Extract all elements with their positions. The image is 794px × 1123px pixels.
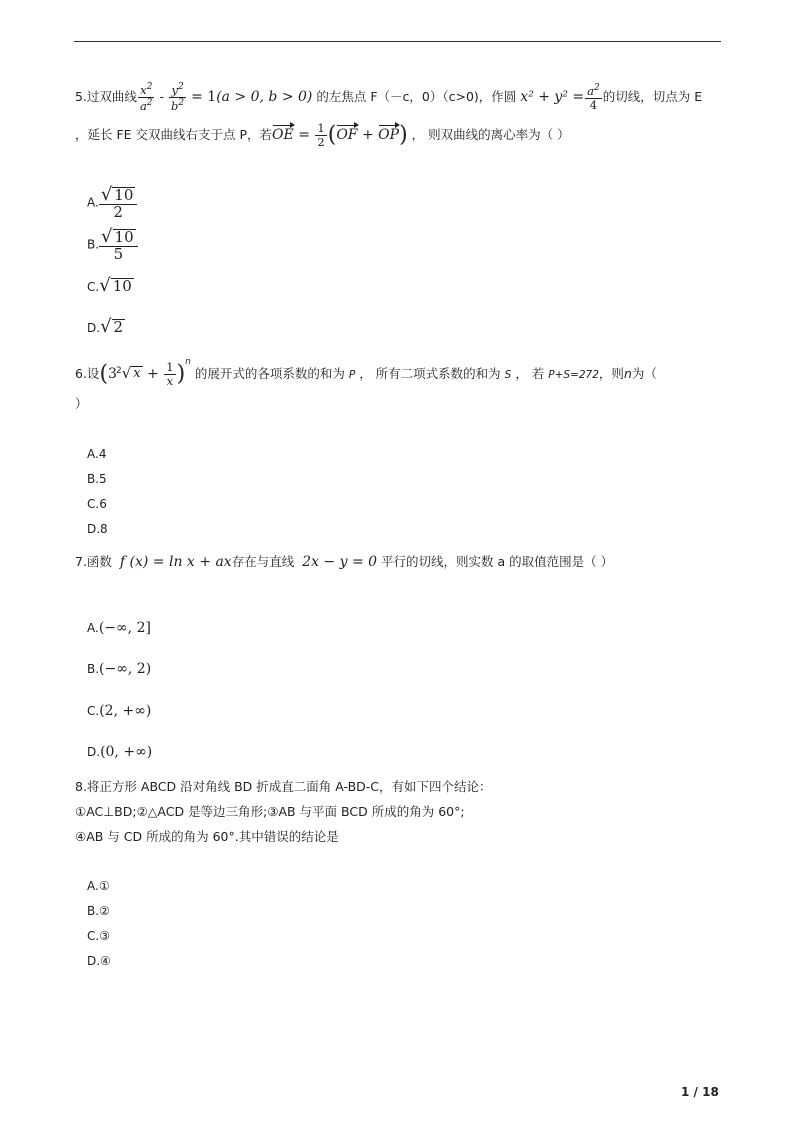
q6-text-c: ， 所有二项式系数的和为 [359, 366, 501, 381]
q5-line-1: 5.过双曲线 $\frac{x^2}{a^2}$ - $\frac{y^2}{b^2}$ = 1(a > 0, b > 0) 的左焦点 F（－c，0）（c>0)，作圆 x² + y² = $\frac{a^2}{4}$ 的切线，切点为 E [75, 82, 703, 113]
q5-vec-oe: OE [272, 127, 294, 144]
q8-option-d[interactable]: D.④ [87, 954, 111, 968]
q7-option-a[interactable]: A.(−∞, 2] [87, 620, 151, 636]
q7-line-eq: 2x − y = 0 [302, 554, 378, 570]
q6-ps: P+S=272 [548, 369, 599, 381]
q8-option-b[interactable]: B.② [87, 904, 110, 918]
q5-circle: x² + y² = [520, 89, 585, 106]
q7-function: f (x) = ln x + ax [119, 554, 232, 570]
q7-text-a: 7.函数 [75, 554, 112, 569]
q7-option-d[interactable]: D.(0, +∞) [87, 744, 153, 760]
q6-option-b[interactable]: B.5 [87, 472, 107, 486]
q7-option-c[interactable]: C.(2, +∞) [87, 703, 152, 719]
q8-option-c[interactable]: C.③ [87, 929, 110, 943]
q7-option-b[interactable]: B.(−∞, 2) [87, 661, 152, 677]
q5-line-2: ，延长 FE 交双曲线右支于点 P，若OE = $\frac{1}{2}$ (OF + OP) ， 则双曲线的离心率为（ ） [75, 121, 570, 150]
q5-option-d[interactable]: D. √ 2 [87, 316, 124, 337]
q8-line-1: 8.将正方形 ABCD 沿对角线 BD 折成直二面角 A-BD-C，有如下四个结论： [75, 779, 492, 794]
q7-text-c: 平行的切线，则实数 a 的取值范围是（ ） [381, 554, 614, 569]
q6-text-b: 的展开式的各项系数的和为 [194, 366, 345, 381]
q7-text-b: 存在与直线 [231, 554, 295, 569]
q6-option-d[interactable]: D.8 [87, 522, 108, 536]
q6-line-2: ） [75, 396, 88, 411]
q5-option-b[interactable]: B. √ 10 5 [87, 228, 138, 262]
q8-line-3: ④AB 与 CD 所成的角为 60°.其中错误的结论是 [75, 829, 339, 844]
q5-frac-a4: $\frac{a^2}{4}$ [587, 82, 600, 112]
q5-text-d: ，延长 FE 交双曲线右支于点 P，若 [75, 127, 273, 143]
q6-option-a[interactable]: A.4 [87, 447, 107, 461]
q8-option-a[interactable]: A.① [87, 879, 110, 893]
q7-line-1 [75, 555, 613, 569]
q5-option-a[interactable]: A. √ 10 2 [87, 186, 137, 220]
q5-vec-of: OF [336, 127, 358, 144]
q5-text-a: 5.过双曲线 [75, 89, 137, 105]
q6-option-c[interactable]: C.6 [87, 497, 107, 511]
q5-text-e: ， 则双曲线的离心率为（ ） [411, 127, 570, 143]
q5-option-c[interactable]: C. √ 10 [87, 275, 132, 296]
q5-text-c: 的切线，切点为 E [602, 89, 703, 105]
q6-text-d: ， 若 [515, 366, 545, 381]
q5-frac-y: $\frac{y^2}{b^2}$ [171, 82, 185, 113]
q6-s: S [504, 369, 512, 381]
q5-frac-half: $\frac{1}{2}$ [317, 121, 325, 150]
q5-vec-op: OP [378, 127, 400, 144]
header-rule [74, 41, 721, 42]
q5-text-b: 的左焦点 F（－c，0）（c>0)，作圆 [316, 89, 517, 105]
q5-frac-x: $\frac{x^2}{a^2}$ [139, 82, 153, 113]
q6-p: P [348, 369, 356, 381]
q6-line-1: 6.设($3^2$ √ x + $\frac{1}{x}$ )$^n$ 的展开式的各项系数的和为 P ， 所有二项式系数的和为 S ， 若 P+S=272，则n为（ [75, 357, 657, 388]
page-number: 1 / 18 [681, 1085, 719, 1099]
q5-cond: (a > 0, b > 0) [216, 89, 313, 106]
q8-line-2: ①AC⊥BD;②△ACD 是等边三角形;③AB 与平面 BCD 所成的角为 60°; [75, 804, 465, 819]
q5-eq1: = 1 [191, 89, 217, 106]
q6-text-a: 6.设 [75, 366, 100, 381]
